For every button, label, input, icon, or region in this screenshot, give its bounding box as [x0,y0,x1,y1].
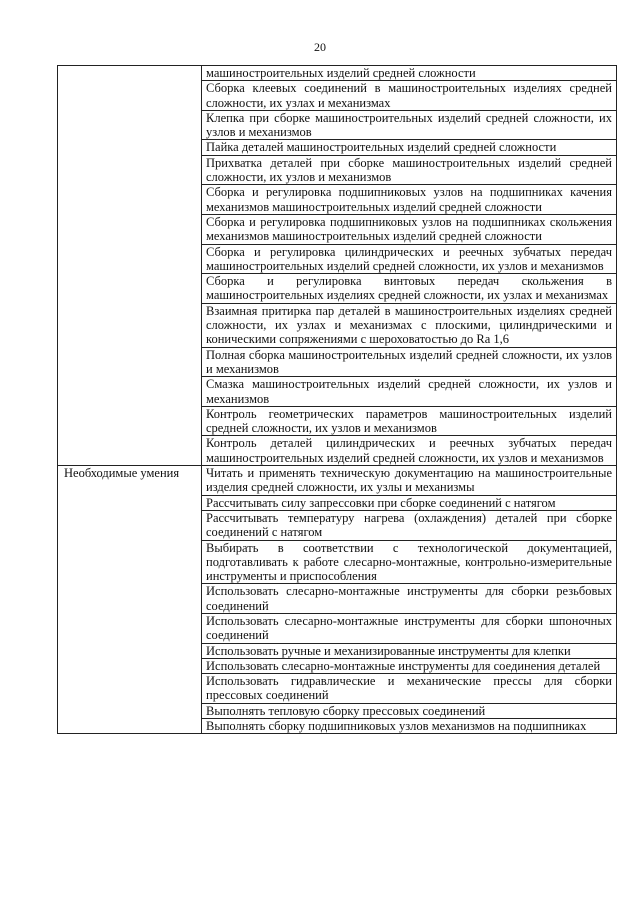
requirement-item: Выполнять тепловую сборку прессовых соединений [202,703,617,718]
table-row [58,466,617,496]
requirement-item: Сборка клеевых соединений в машиностроительных изделиях средней сложности, их узлах и механизмах [202,81,617,111]
requirement-item: Полная сборка машиностроительных изделий средней сложности, их узлов и механизмов [202,347,617,377]
requirement-item: Клепка при сборке машиностроительных изделий средней сложности, их узлов и механизмов [202,110,617,140]
requirement-item: Контроль деталей цилиндрических и реечных зубчатых передач машиностроительных изделий средней сложности, их узлов и механизмов [202,436,617,466]
requirement-item: Использовать слесарно-монтажные инструменты для сборки резьбовых соединений [202,584,617,614]
requirement-item: Читать и применять техническую документацию на машиностроительные изделия средней сложности, их узлы и механизмы [202,466,617,496]
page-number: 20 [314,40,326,54]
requirement-item: Контроль геометрических параметров машиностроительных изделий средней сложности, их узлов и механизмов [202,406,617,436]
section-label-cell [58,466,202,734]
requirement-item: Выбирать в соответствии с технологической документацией, подготавливать к работе слесарно-монтажные, контрольно-измерительные инструменты и приспособления [202,540,617,584]
requirement-item: Рассчитывать силу запрессовки при сборке соединений с натягом [202,495,617,510]
requirement-item: Выполнять сборку подшипниковых узлов механизмов на подшипниках [202,719,617,734]
requirement-item: Использовать слесарно-монтажные инструменты для сборки шпоночных соединений [202,613,617,643]
requirement-item: Использовать гидравлические и механические прессы для сборки прессовых соединений [202,674,617,704]
requirement-item: Использовать ручные и механизированные инструменты для клепки [202,643,617,658]
requirement-item: Сборка и регулировка подшипниковых узлов на подшипниках скольжения механизмов машиностроительных изделий средней сложности [202,214,617,244]
requirement-item: Рассчитывать температуру нагрева (охлаждения) деталей при сборке соединений с натягом [202,510,617,540]
requirement-item: Сборка и регулировка винтовых передач скольжения в машиностроительных изделиях средней сложности, их узлах и механизмах [202,274,617,304]
requirement-item: Взаимная притирка пар деталей в машиностроительных изделиях средней сложности, их узлах и механизмах с плоскими, цилиндрическими и коническими сопряжениями с шероховатостью до Ra 1,6 [202,303,617,347]
requirements-table [57,65,617,734]
section-label-cell [58,66,202,466]
requirement-item: машиностроительных изделий средней сложности [202,66,617,81]
requirement-item: Прихватка деталей при сборке машиностроительных изделий средней сложности, их узлов и механизмов [202,155,617,185]
requirement-item: Сборка и регулировка подшипниковых узлов на подшипниках качения механизмов машиностроительных изделий средней сложности [202,185,617,215]
requirement-item: Пайка деталей машиностроительных изделий средней сложности [202,140,617,155]
requirement-item: Сборка и регулировка цилиндрических и реечных зубчатых передач машиностроительных изделий средней сложности, их узлов и механизмов [202,244,617,274]
requirement-item: Смазка машиностроительных изделий средней сложности, их узлов и механизмов [202,377,617,407]
table-row [58,66,617,81]
requirement-item: Использовать слесарно-монтажные инструменты для соединения деталей [202,658,617,673]
section-label: Необходимые умения [64,466,180,481]
table-body [58,66,617,734]
